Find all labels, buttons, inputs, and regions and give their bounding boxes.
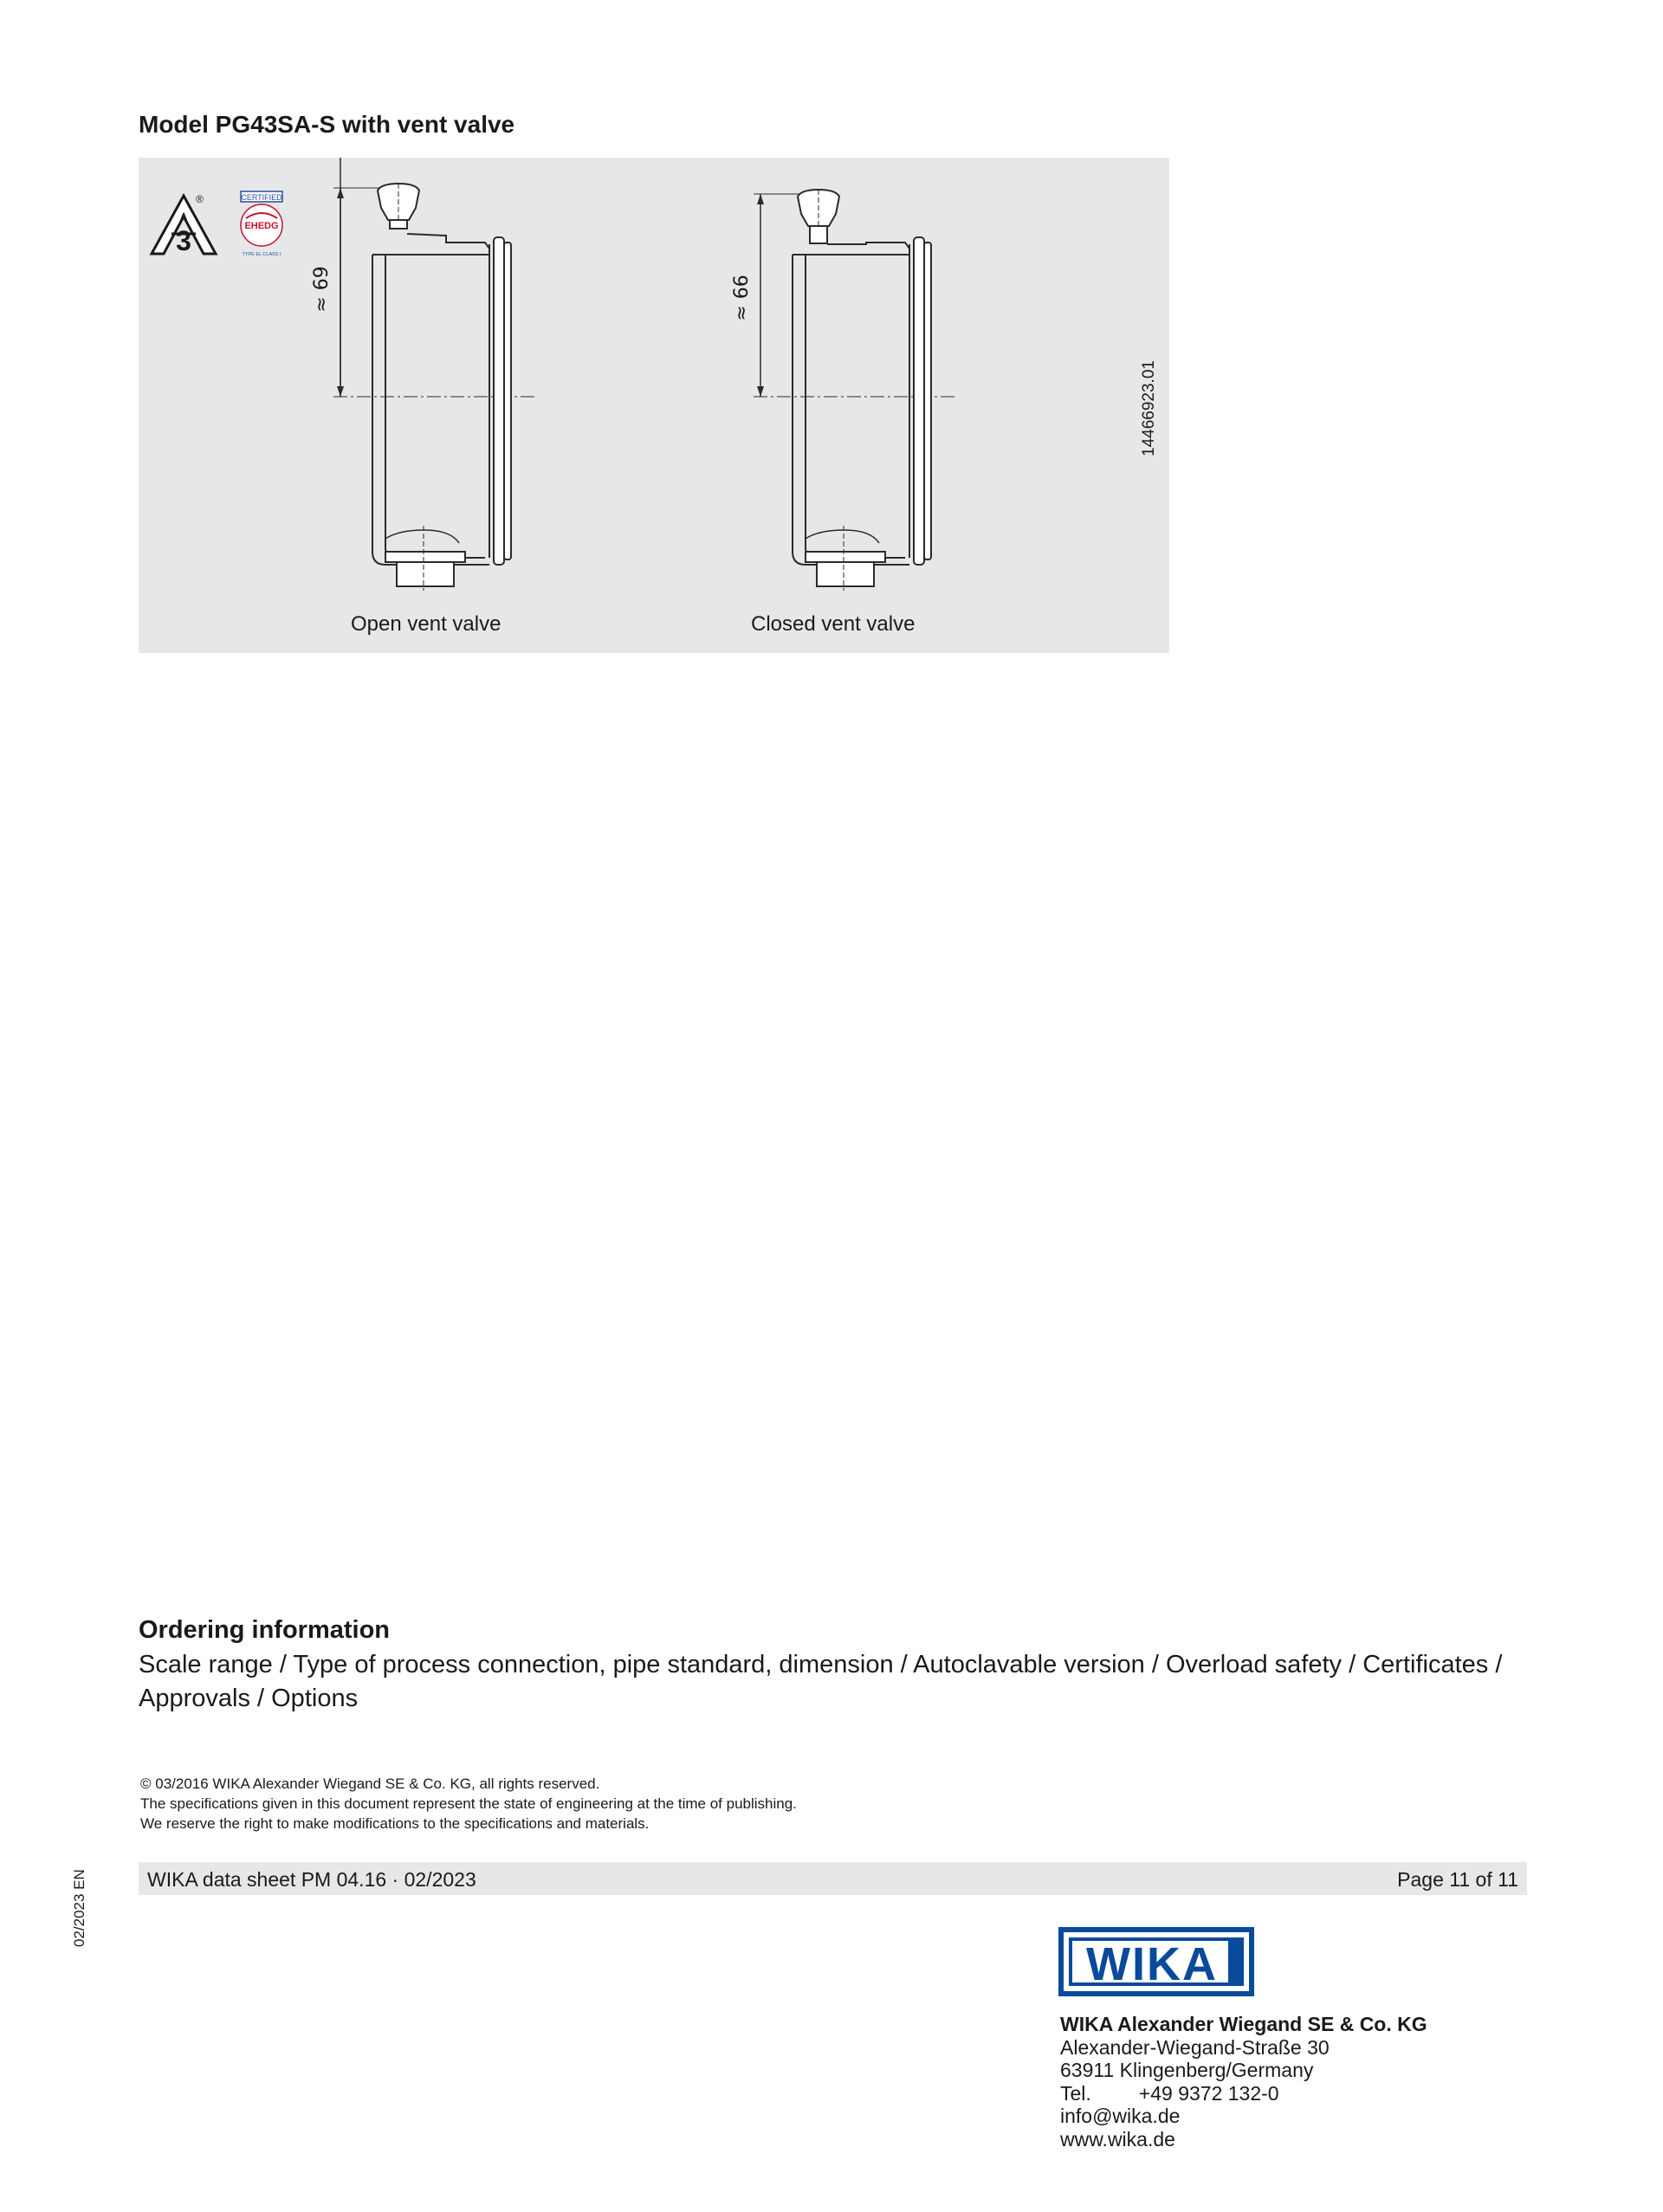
drawing-number: 14466923.01 [1140,360,1158,456]
tel-label: Tel. [1060,2081,1091,2105]
svg-text:®: ® [196,193,204,205]
section-title: Model PG43SA-S with vent valve [139,111,515,138]
copyright-notice [140,1774,797,1834]
gauge-open-vent-valve [333,158,537,591]
caption-open-vent-valve: Open vent valve [351,612,501,636]
svg-text:EHEDG: EHEDG [244,221,279,231]
caption-closed-vent-valve: Closed vent valve [751,612,916,636]
street: Alexander-Wiegand-Straße 30 [1060,2035,1330,2059]
svg-text:WIKA: WIKA [1086,1938,1218,1990]
svg-text:3: 3 [176,225,191,256]
email-link[interactable]: info@wika.de [1060,2105,1181,2127]
svg-text:CERTIFIED: CERTIFIED [241,193,282,202]
side-date-label: 02/2023 EN [71,1869,87,1947]
wika-logo-icon [1058,1927,1254,1996]
website-link[interactable]: www.wika.de [1060,2127,1175,2151]
3a-sanitary-logo-icon [152,193,216,256]
datasheet-reference: WIKA data sheet PM 04.16 · 02/2023 [147,1868,476,1891]
technical-drawing [139,158,1169,653]
specifications-line: The specifications given in this document represent the state of engineering at the time of publishing. [140,1795,797,1812]
dimension-drawing-panel [139,158,1169,653]
ehedg-certified-logo-icon [241,191,282,257]
ordering-text: Scale range / Type of process connection, pipe standard, dimension / Autoclavable version / Overload safety / Certificates / Approvals / Options [139,1651,1503,1712]
svg-text:A: A [179,210,188,223]
modifications-line: We reserve the right to make modifications to the specifications and materials. [140,1815,650,1832]
dimension-label-open: ≈ 69 [311,266,333,313]
page-number: Page 11 of 11 [1397,1868,1518,1891]
footer-bar [139,1862,1527,1895]
phone-line [1060,2082,1427,2105]
gauge-closed-vent-valve [754,190,957,591]
copyright-line: © 03/2016 WIKA Alexander Wiegand SE & Co. KG, all rights reserved. [140,1775,600,1792]
company-address [1060,2013,1427,2151]
ordering-title: Ordering information [139,1616,390,1644]
company-name: WIKA Alexander Wiegand SE & Co. KG [1060,2013,1427,2035]
tel-value: +49 9372 132-0 [1138,2081,1279,2105]
dimension-label-closed: ≈ 66 [731,275,753,321]
svg-text:TYPE EL CLASS I: TYPE EL CLASS I [242,252,281,257]
city: 63911 Klingenberg/Germany [1060,2059,1314,2081]
